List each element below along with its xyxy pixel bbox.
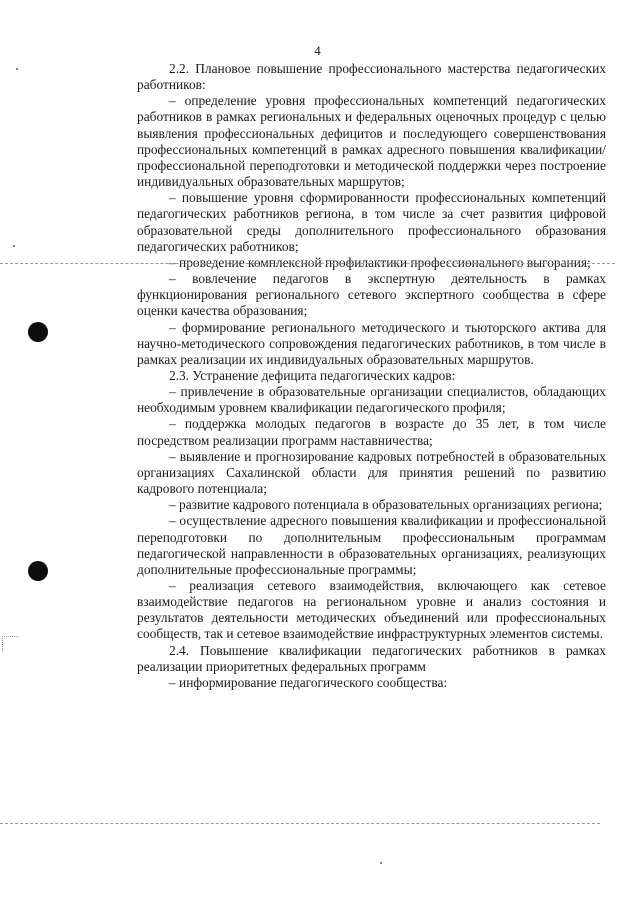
punch-hole-upper — [28, 322, 48, 342]
list-item: – реализация сетевого взаимодействия, включающего как сетевое взаимодействие педагогов на региональном уровне и анализ состояния и результатов деятельности методических объединений или профессиональных сообществ, так и сетевое взаимодействие инфраструктурных элементов системы. — [137, 578, 606, 642]
margin-mark — [2, 636, 19, 651]
paragraph-2-2: 2.2. Плановое повышение профессионального мастерства педагогических работников: — [137, 61, 606, 93]
list-item: – выявление и прогнозирование кадровых потребностей в образовательных организациях Сахалинской области для принятия решений по развитию кадрового потенциала; — [137, 448, 606, 497]
list-item: – поддержка молодых педагогов в возрасте до 35 лет, в том числе посредством реализации программ наставничества; — [137, 416, 606, 448]
list-item: – привлечение в образовательные организации специалистов, обладающих необходимым уровнем квалификации педагогического профиля; — [137, 384, 606, 416]
list-item: – проведение комплексной профилактики профессионального выгорания; — [169, 254, 591, 270]
paragraph-2-4: 2.4. Повышение квалификации педагогических работников в рамках реализации приоритетных федеральных программ — [137, 642, 606, 674]
list-item: – повышение уровня сформированности профессиональных компетенций педагогических работников региона, в том числе за счет развития цифровой образовательной среды дополнительного профессионального образования педагогических работников; — [137, 190, 606, 254]
list-item: – информирование педагогического сообщества: — [169, 674, 448, 690]
list-item: – определение уровня профессиональных компетенций педагогических работников в рамках региональных и федеральных оценочных процедур с целью выявления профессиональных дефицитов и последующего совершенствования профессиональных компетенций в рамках адресного повышения квалификации/профессиональной переподготовки и методической поддержки через построение индивидуальных образовательных маршрутов; — [137, 93, 606, 190]
scan-fold-line-lower — [0, 823, 600, 824]
list-item: – формирование регионального методического и тьюторского актива для научно-методического сопровождения педагогических работников, в том числе в рамках реализации их индивидуальных образовательных маршрутов. — [137, 319, 606, 367]
scan-speck — [16, 68, 18, 70]
scan-speck — [380, 862, 382, 864]
punch-hole-lower — [28, 561, 48, 581]
list-item: – развитие кадрового потенциала в образовательных организациях региона; — [169, 497, 603, 513]
scan-fold-line-upper — [0, 263, 615, 264]
paragraph-2-3: 2.3. Устранение дефицита педагогических кадров: — [169, 367, 456, 383]
page-number: 4 — [314, 43, 321, 58]
list-item: – осуществление адресного повышения квалификации и профессиональной переподготовки по дополнительным профессиональным программам педагогической направленности в образовательных организациях, реализующих дополнительные профессиональные программы; — [137, 513, 606, 577]
list-item: – вовлечение педагогов в экспертную деятельность в рамках функционирования регионального сетевого экспертного сообщества в сфере оценки качества образования; — [137, 271, 606, 319]
scan-speck — [13, 245, 15, 247]
document-body — [137, 61, 606, 691]
